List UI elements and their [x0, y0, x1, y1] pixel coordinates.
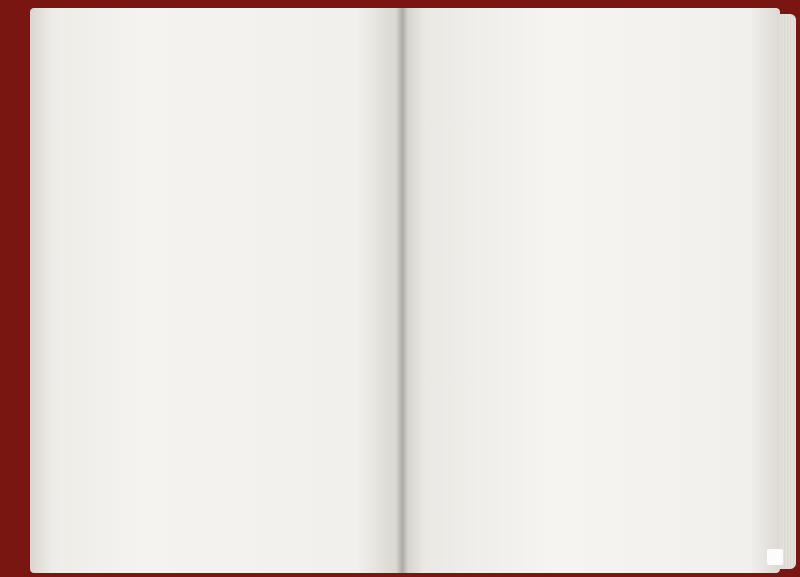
watermark-logo-icon: [767, 549, 783, 565]
book-gutter: [396, 8, 408, 573]
left-page: [30, 8, 402, 573]
labirint-watermark: [767, 549, 786, 571]
page-edges: [780, 14, 796, 569]
right-page: [402, 8, 780, 573]
